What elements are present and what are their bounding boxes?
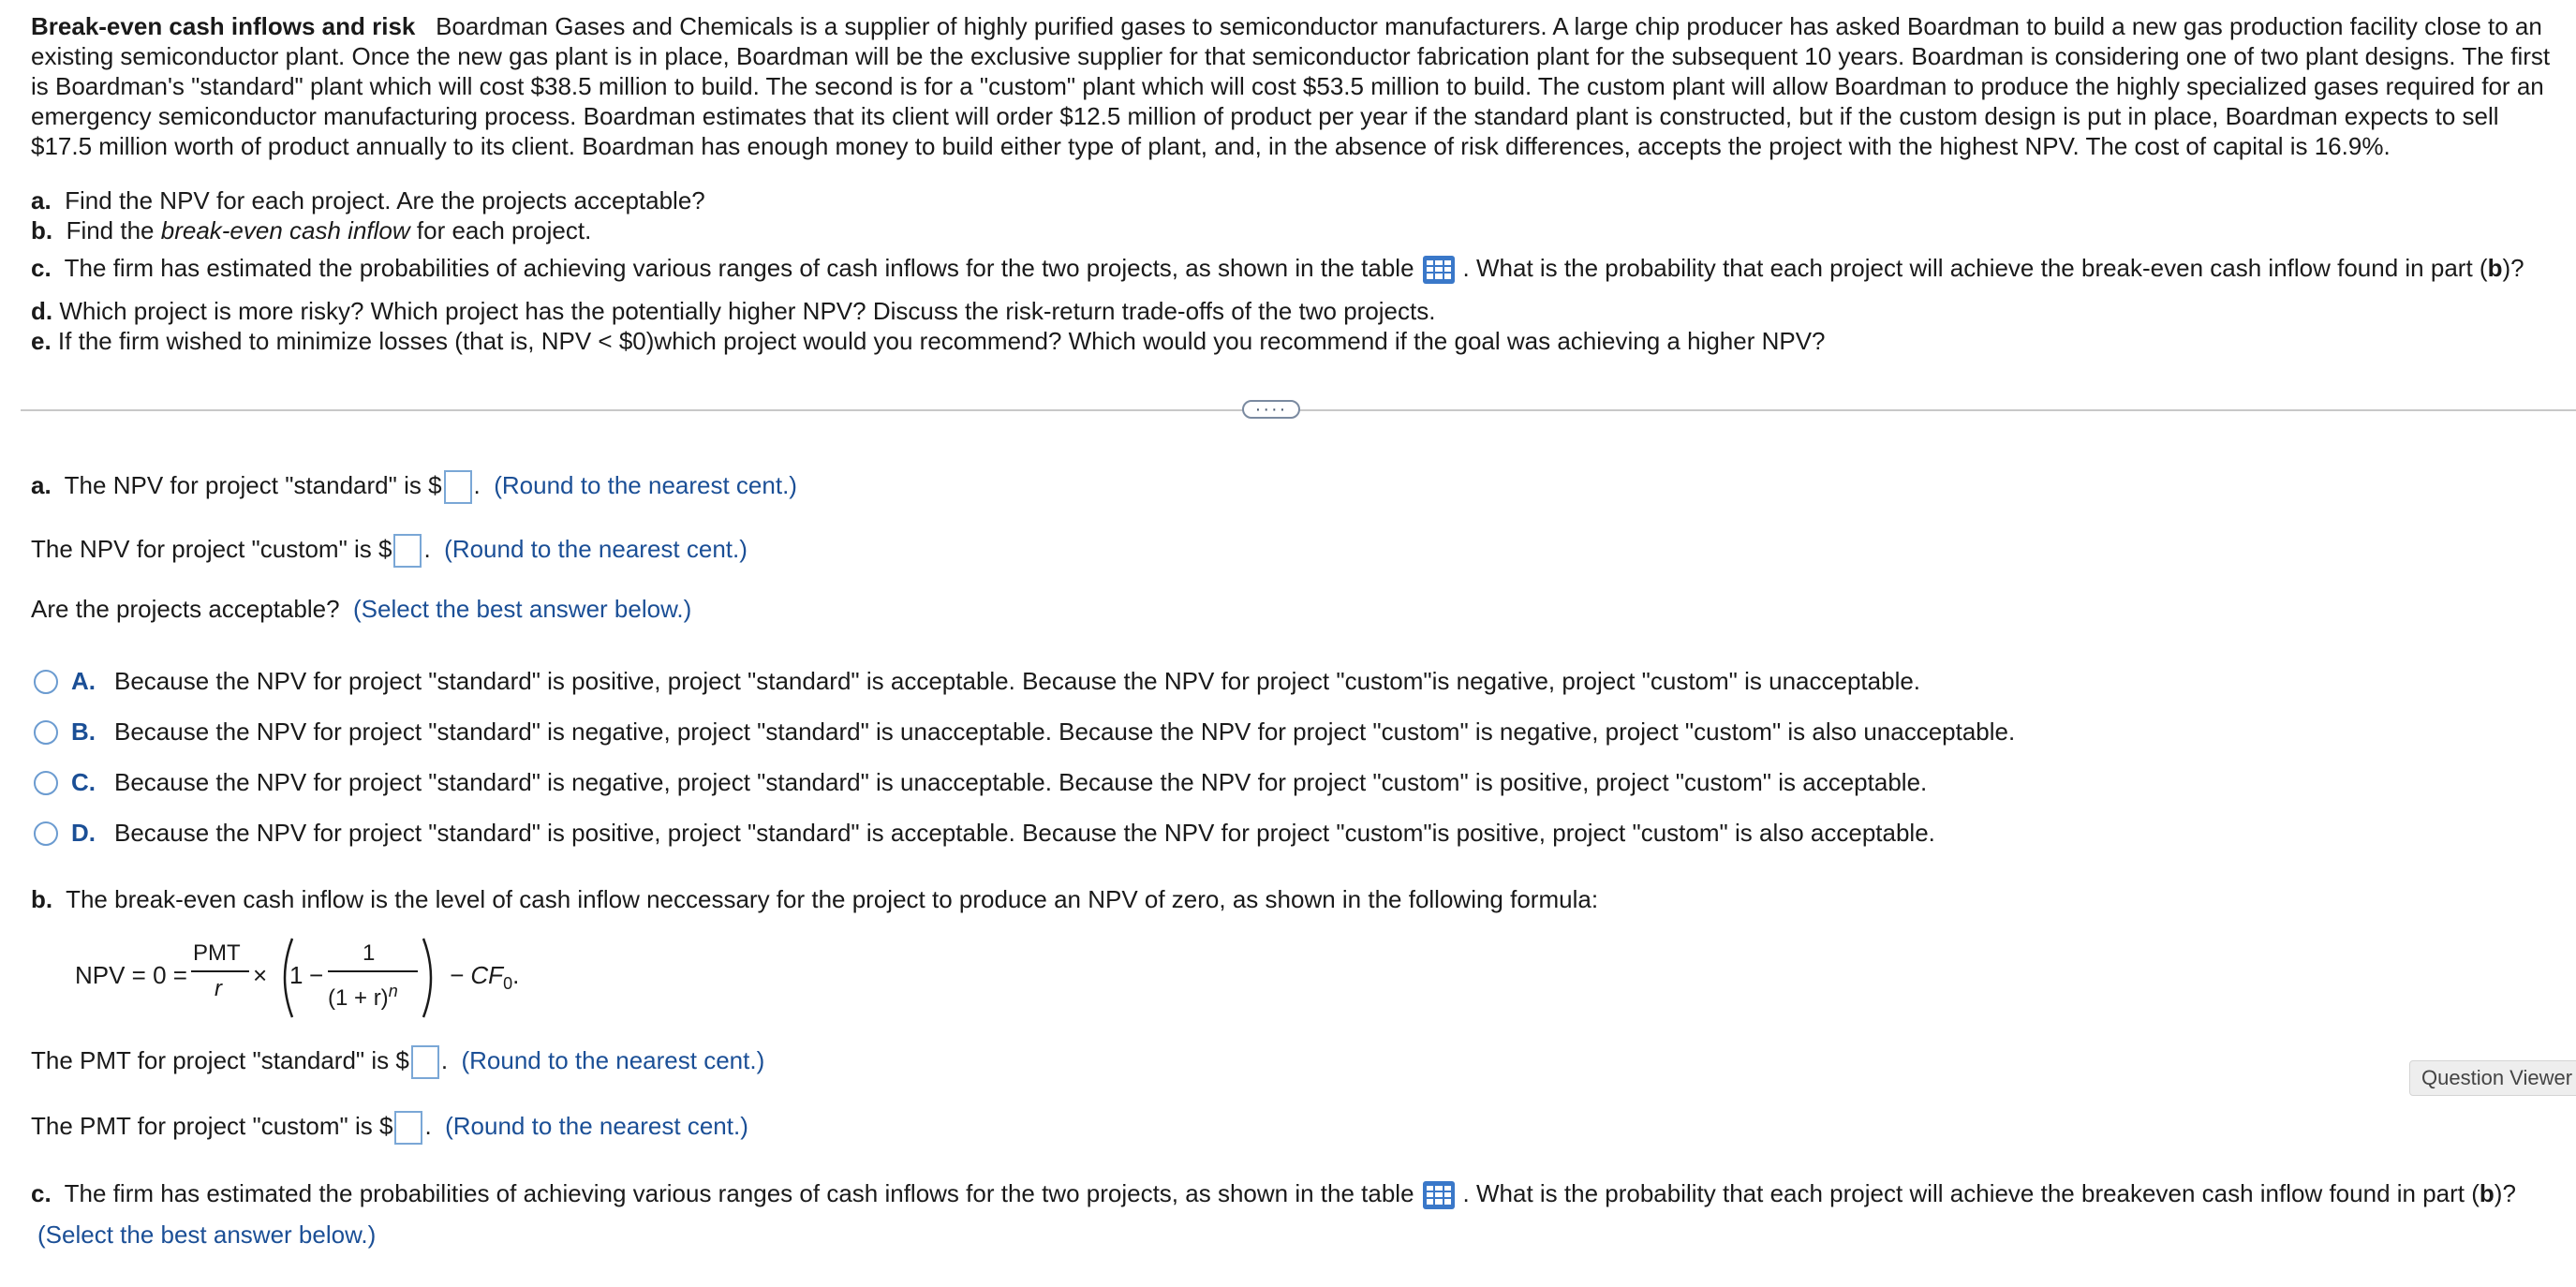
acceptable-question: Are the projects acceptable? (Select the best answer below.)	[31, 595, 692, 623]
fraction-denominator: $(1 + r)^n$	[328, 982, 398, 1011]
part-a: a. Find the NPV for each project. Are the projects acceptable?	[31, 186, 705, 214]
fraction-bar	[191, 970, 249, 972]
table-icon[interactable]	[1422, 1180, 1456, 1210]
more-button[interactable]: ····	[1242, 400, 1300, 419]
part-e: e. If the firm wished to minimize losses (that is, NPV < $0)which project would you recommend? Which would you recommend if the goal was achieving a higher NPV?	[31, 327, 1826, 355]
part-c: c. The firm has estimated the probabilities of achieving various ranges of cash inflows for the two projects, as shown in the table . What is the probability that each project will achieve the break-even cash inflow found in part (b)?	[31, 253, 2524, 285]
formula-tail: − $CF_0$.	[450, 961, 520, 994]
probability-question: c. The firm has estimated the probabilities of achieving various ranges of cash inflows for the two projects, as shown in the table . What is the probability that each project will achieve the breakeven cash inflow found in part (b)?	[31, 1176, 2516, 1210]
problem-body: Boardman Gases and Chemicals is a supplier of highly purified gases to semiconductor manufacturers. A large chip producer has asked Boardman to build a new gas production facility close to an existing semiconductor plant. Once the new gas plant is in place, Boardman will be the exclusive supplier for that semiconductor fabrication plant for the subsequent 10 years. Boardman is considering one of two plant designs. The first is Boardman's "standard" plant which will cost $38.5 million to build. The second is for a "custom" plant which will cost $53.5 million to build. The custom plant will allow Boardman to produce the highly specialized gases required for an emergency semiconductor manufacturing process. Boardman estimates that its client will order $12.5 million of product per year if the standard plant is constructed, but if the custom design is put in place, Boardman expects to sell $17.5 million worth of product annually to its client. Boardman has enough money to build either type of plant, and, in the absence of risk differences, accepts the project with the highest NPV. The cost of capital is 16.9%.	[31, 12, 2551, 160]
radio-c[interactable]	[34, 771, 58, 795]
fraction-bar-2	[328, 970, 418, 972]
npv-custom-input[interactable]	[393, 534, 422, 568]
question-viewer-button[interactable]: Question Viewer	[2409, 1060, 2576, 1096]
pmt-custom-line: The PMT for project "custom" is $ . (Round to the nearest cent.)	[31, 1109, 748, 1145]
pmt-standard-line: The PMT for project "standard" is $ . (Round to the nearest cent.)	[31, 1043, 764, 1079]
right-paren	[420, 937, 442, 1019]
breakeven-intro: b. The break-even cash inflow is the level of cash inflow neccessary for the project to produce an NPV of zero, as shown in the following formula:	[31, 885, 1599, 913]
problem-title: Break-even cash inflows and risk	[31, 12, 416, 40]
radio-d[interactable]	[34, 821, 58, 846]
pmt-standard-input[interactable]	[411, 1045, 439, 1079]
npv-standard-input[interactable]	[444, 470, 472, 504]
part-d: d. Which project is more risky? Which project has the potentially higher NPV? Discuss the risk-return trade-offs of the two projects.	[31, 297, 1436, 325]
pmt-custom-input[interactable]	[394, 1111, 422, 1145]
radio-a[interactable]	[34, 670, 58, 694]
select-hint-c: (Select the best answer below.)	[37, 1220, 377, 1249]
table-icon[interactable]	[1422, 255, 1456, 285]
npv-custom-line: The NPV for project "custom" is $ . (Round to the nearest cent.)	[31, 532, 748, 568]
radio-b[interactable]	[34, 720, 58, 745]
part-b: b. Find the break-even cash inflow for each project.	[31, 216, 592, 244]
npv-standard-line: a. The NPV for project "standard" is $ . (Round to the nearest cent.)	[31, 468, 797, 504]
problem-statement	[31, 11, 2560, 161]
